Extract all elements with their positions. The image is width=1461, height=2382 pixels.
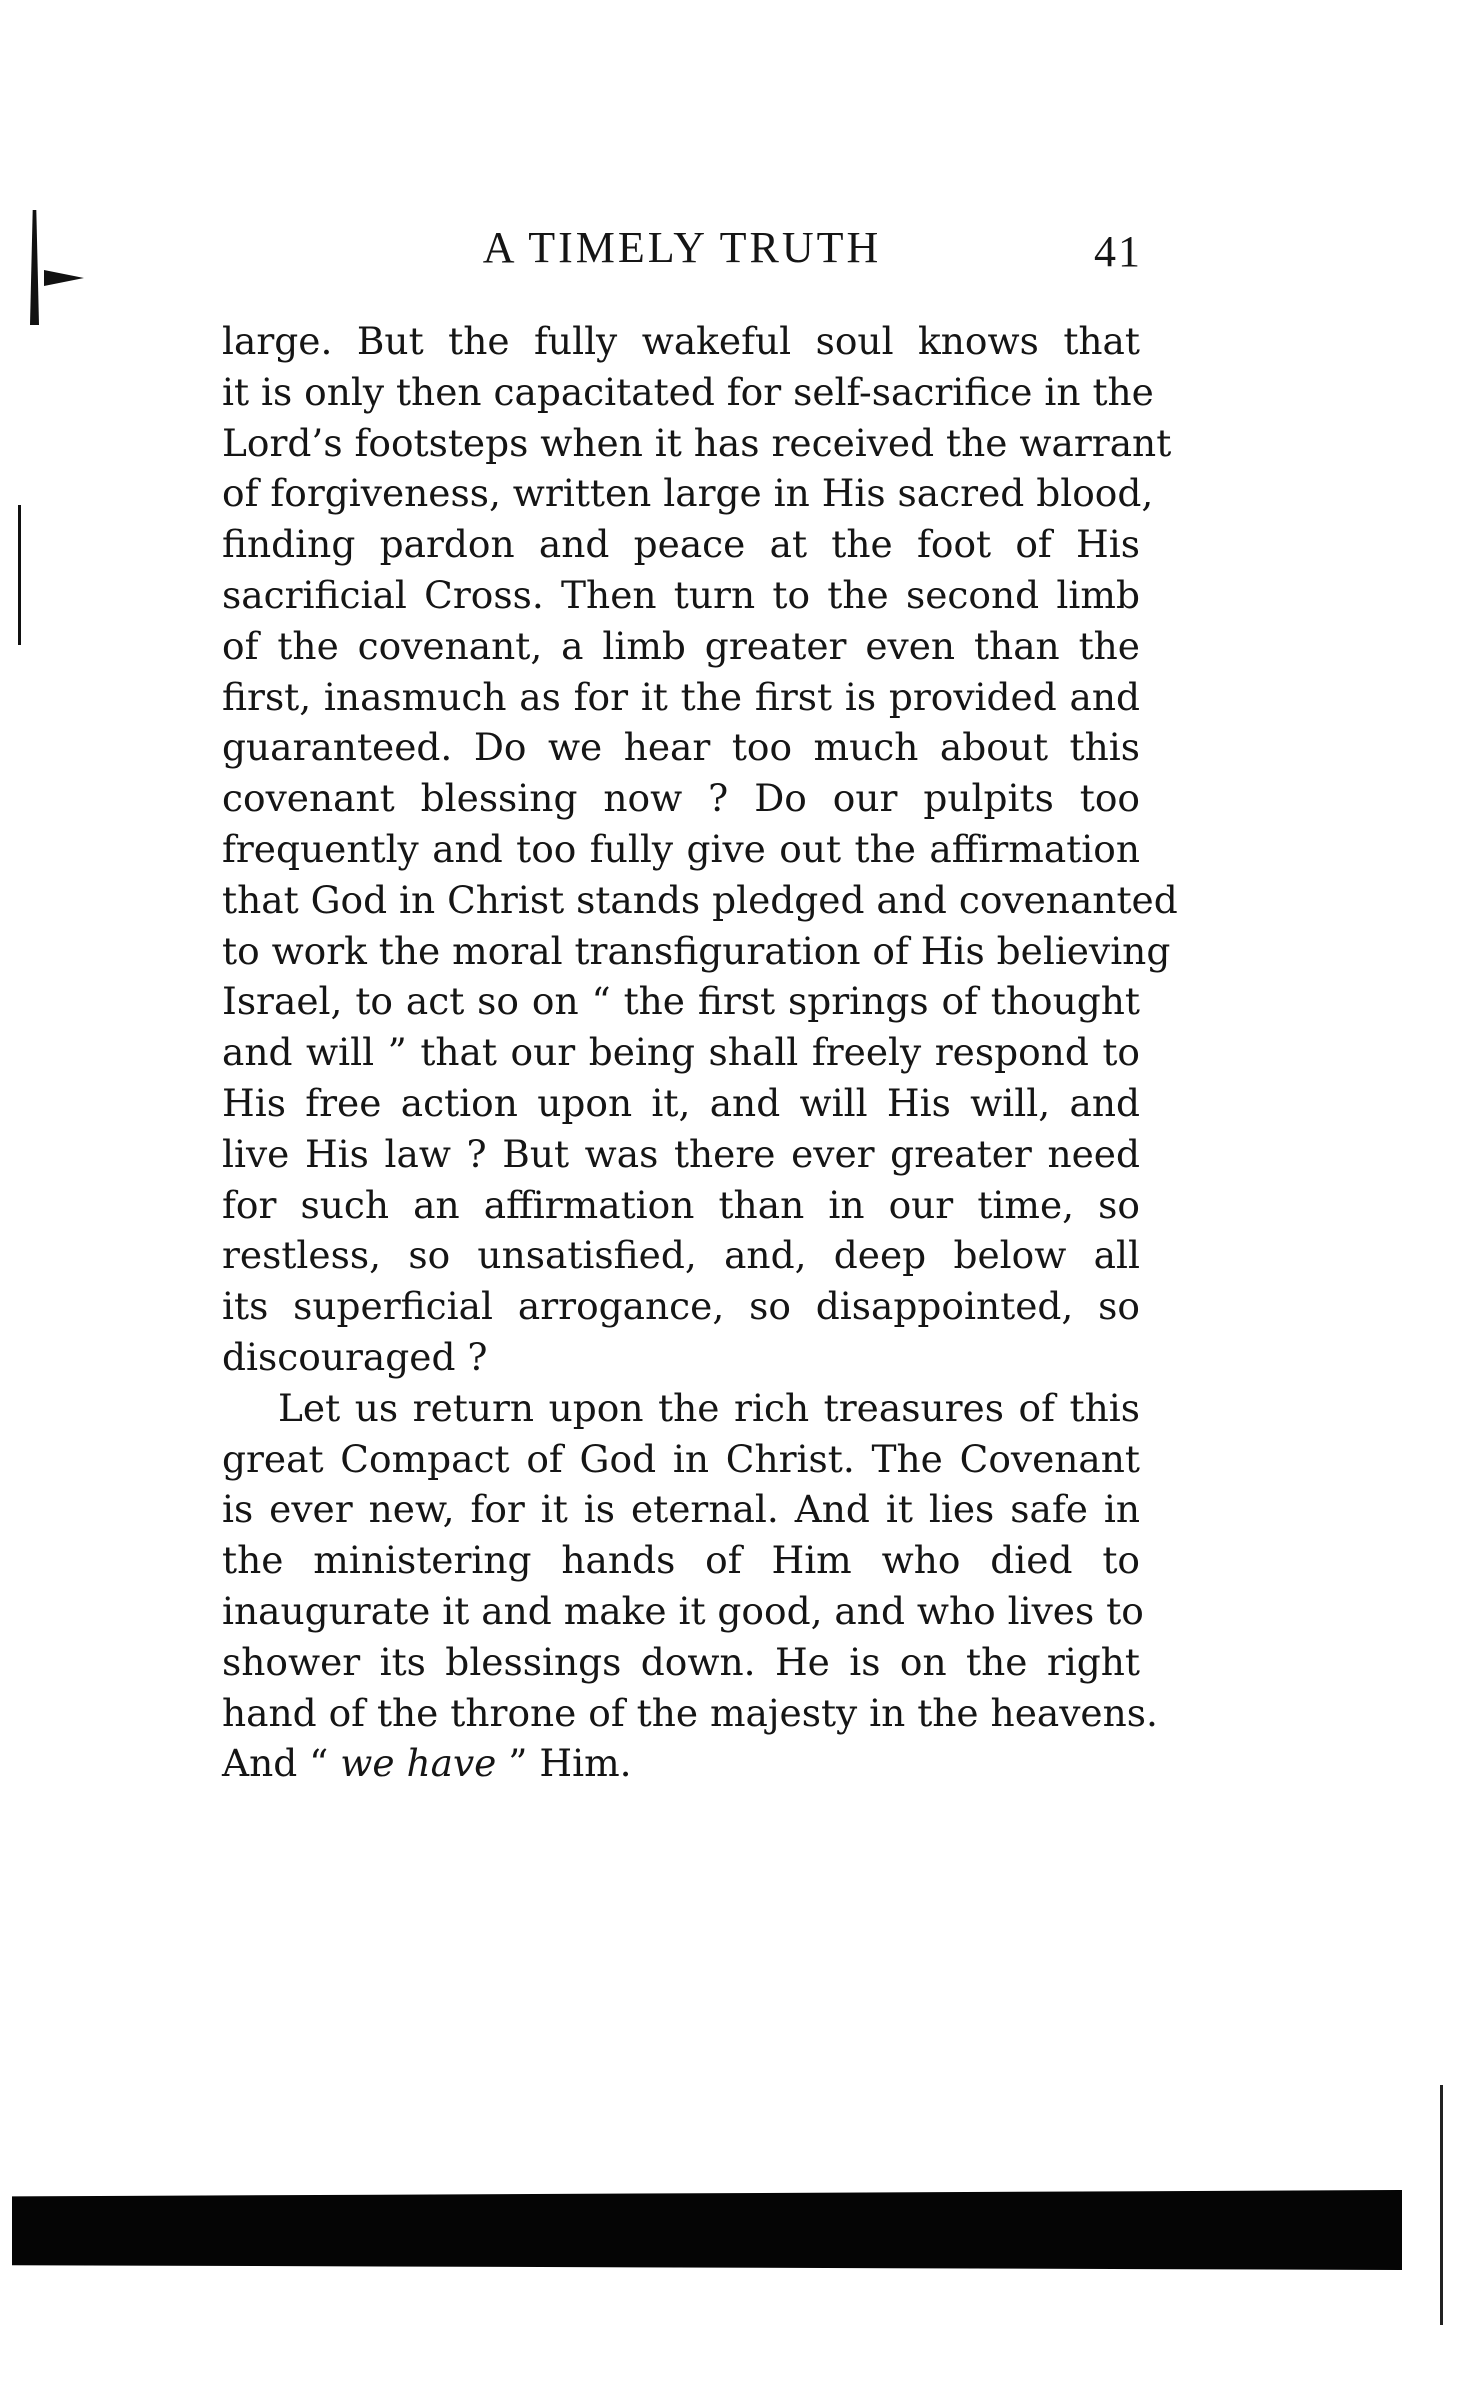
text-line: Israel, to act so on “ the first springs of thought — [222, 979, 1140, 1024]
text-line: frequently and too fully give out the affirmation — [222, 826, 1140, 871]
paragraph-2 — [222, 1383, 1158, 1789]
body-text — [222, 316, 1178, 1789]
text-line: for such an affirmation than in our time, so — [222, 1182, 1140, 1227]
text-line: restless, so unsatisfied, and, deep below all — [222, 1233, 1140, 1278]
text-line: it is only then capacitated for self-sacrifice in the — [222, 369, 1154, 414]
emphasis-text: we have — [340, 1741, 497, 1786]
text-line: finding pardon and peace at the foot of His — [222, 522, 1140, 567]
text-line: Lord’s footsteps when it has received the warrant — [222, 420, 1172, 465]
scan-bottom-bar — [12, 2190, 1402, 2270]
text-line: and will ” that our being shall freely respond to — [222, 1030, 1140, 1075]
text-line: guaranteed. Do we hear too much about this — [222, 725, 1140, 770]
text-line: discouraged ? — [222, 1334, 488, 1379]
text-line: first, inasmuch as for it the first is provided and — [222, 674, 1140, 719]
text-line: hand of the throne of the majesty in the heavens. — [222, 1690, 1158, 1735]
text-line: that God in Christ stands pledged and covenanted — [222, 877, 1178, 922]
text-line: of forgiveness, written large in His sacred blood, — [222, 471, 1154, 516]
scan-binding-mark — [44, 270, 84, 286]
scan-margin-line — [18, 505, 21, 645]
page-number: 41 — [1094, 227, 1142, 276]
scan-binding-mark — [30, 210, 39, 325]
running-title: A TIMELY TRUTH — [482, 223, 882, 272]
text-line: its superficial arrogance, so disappointed, so — [222, 1284, 1140, 1329]
final-line-end: ” Him. — [496, 1741, 632, 1786]
final-line-start: And “ — [222, 1741, 341, 1786]
paragraph-1 — [222, 316, 1178, 1383]
text-line: of the covenant, a limb greater even than the — [222, 623, 1140, 668]
text-line: sacrificial Cross. Then turn to the second limb — [222, 572, 1140, 617]
text-line: Let us return upon the rich treasures of this — [278, 1385, 1140, 1430]
text-line: live His law ? But was there ever greater need — [222, 1131, 1140, 1176]
text-line: covenant blessing now ? Do our pulpits too — [222, 776, 1140, 821]
text-line: His free action upon it, and will His will, and — [222, 1080, 1140, 1125]
scan-right-edge — [1440, 2085, 1443, 2325]
text-line: large. But the fully wakeful soul knows that — [222, 319, 1140, 363]
text-line: shower its blessings down. He is on the right — [222, 1639, 1140, 1684]
text-line: inaugurate it and make it good, and who lives to — [222, 1588, 1144, 1633]
text-line: the ministering hands of Him who died to — [222, 1538, 1140, 1583]
text-line: to work the moral transfiguration of His believing — [222, 928, 1171, 973]
text-line: great Compact of God in Christ. The Covenant — [222, 1436, 1140, 1481]
text-line: is ever new, for it is eternal. And it lies safe in — [222, 1487, 1140, 1532]
text-line-final — [222, 1738, 1140, 1789]
running-head — [222, 222, 1142, 282]
